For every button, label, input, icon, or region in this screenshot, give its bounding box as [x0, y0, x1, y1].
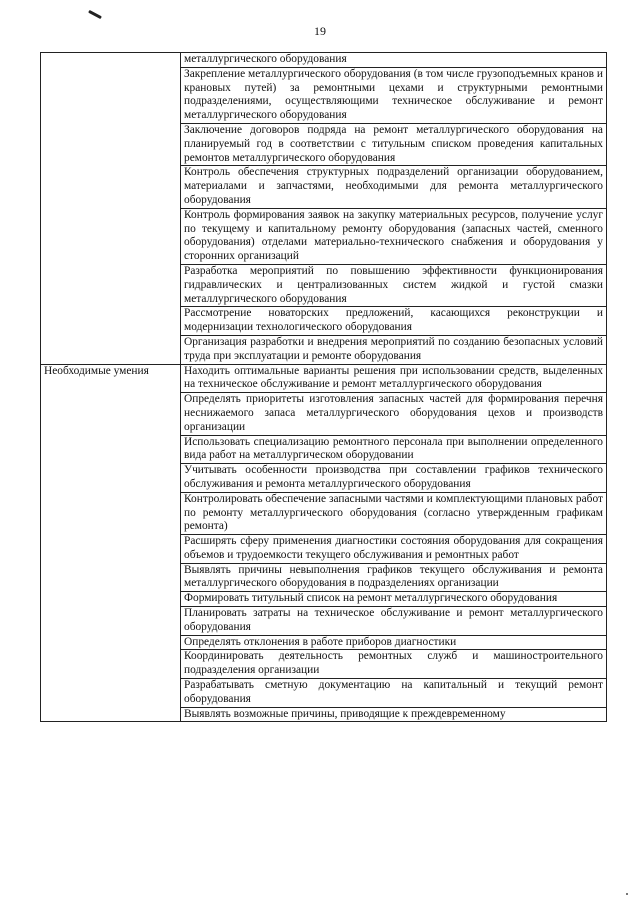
table-cell-item: Выявлять причины невыполнения графиков текущего обслуживания и ремонта металлургического оборудования в подразделениях организации: [181, 563, 607, 592]
table-cell-item: Заключение договоров подряда на ремонт металлургического оборудования на планируемый год в соответствии с титульным списком проведения капитальных ремонтов металлургического оборудования: [181, 123, 607, 165]
table-cell-item: Учитывать особенности производства при составлении графиков технического обслуживания и ремонта металлургического оборудования: [181, 464, 607, 493]
table-cell-item: Определять отклонения в работе приборов диагностики: [181, 635, 607, 650]
scan-artifact-dot: [626, 893, 628, 895]
table-cell-item: Координировать деятельность ремонтных служб и машиностроительного подразделения организации: [181, 650, 607, 679]
table-cell-item: Контроль формирования заявок на закупку материальных ресурсов, получение услуг по текущему и капитальному ремонту оборудования (запасных частей, сменного оборудования) отделами материально-технического снабжения и оборудования у сторонних организаций: [181, 208, 607, 264]
table-cell-item: Определять приоритеты изготовления запасных частей для формирования перечня неснижаемого запаса металлургического оборудования цехов и производств организации: [181, 393, 607, 435]
table-row: [41, 364, 607, 393]
table-cell-item: Использовать специализацию ремонтного персонала при выполнении определенного вида работ на металлургическом оборудовании: [181, 435, 607, 464]
section-label: Необходимые умения: [41, 364, 181, 722]
table-cell-item: Разрабатывать сметную документацию на капитальный и текущий ремонт оборудования: [181, 679, 607, 708]
table-cell-item: металлургического оборудования: [181, 53, 607, 68]
competency-table-body: [41, 53, 607, 722]
table-cell-item: Закрепление металлургического оборудования (в том числе грузоподъемных кранов и крановых путей) за ремонтными цехами и структурными ремонтными подразделениями, осуществляющими техническое обслуживание и ремонт металлургического оборудования: [181, 67, 607, 123]
section-label: [41, 53, 181, 365]
table-cell-item: Разработка мероприятий по повышению эффективности функционирования гидравлических и централизованных систем жидкой и густой смазки металлургического оборудования: [181, 264, 607, 306]
table-cell-item: Формировать титульный список на ремонт металлургического оборудования: [181, 592, 607, 607]
table-row: [41, 53, 607, 68]
table-cell-item: Контролировать обеспечение запасными частями и комплектующими плановых работ по ремонту металлургического оборудования (согласно утвержденным графикам ремонта): [181, 492, 607, 534]
competency-table: [40, 52, 607, 722]
scan-artifact-mark: [88, 10, 102, 19]
table-cell-item: Выявлять возможные причины, приводящие к преждевременному: [181, 707, 607, 722]
table-cell-item: Расширять сферу применения диагностики состояния оборудования для сокращения объемов и трудоемкости текущего обслуживания и ремонтных работ: [181, 535, 607, 564]
table-cell-item: Рассмотрение новаторских предложений, касающихся реконструкции и модернизации технологического оборудования: [181, 307, 607, 336]
table-cell-item: Организация разработки и внедрения мероприятий по созданию безопасных условий труда при эксплуатации и ремонте оборудования: [181, 335, 607, 364]
page-number: 19: [314, 24, 326, 38]
table-cell-item: Контроль обеспечения структурных подразделений организации оборудованием, материалами и запчастями, необходимыми для ремонта металлургического оборудования: [181, 166, 607, 208]
table-cell-item: Находить оптимальные варианты решения при использовании средств, выделенных на техническое обслуживание и ремонт металлургического оборудования: [181, 364, 607, 393]
table-cell-item: Планировать затраты на техническое обслуживание и ремонт металлургического оборудования: [181, 607, 607, 636]
